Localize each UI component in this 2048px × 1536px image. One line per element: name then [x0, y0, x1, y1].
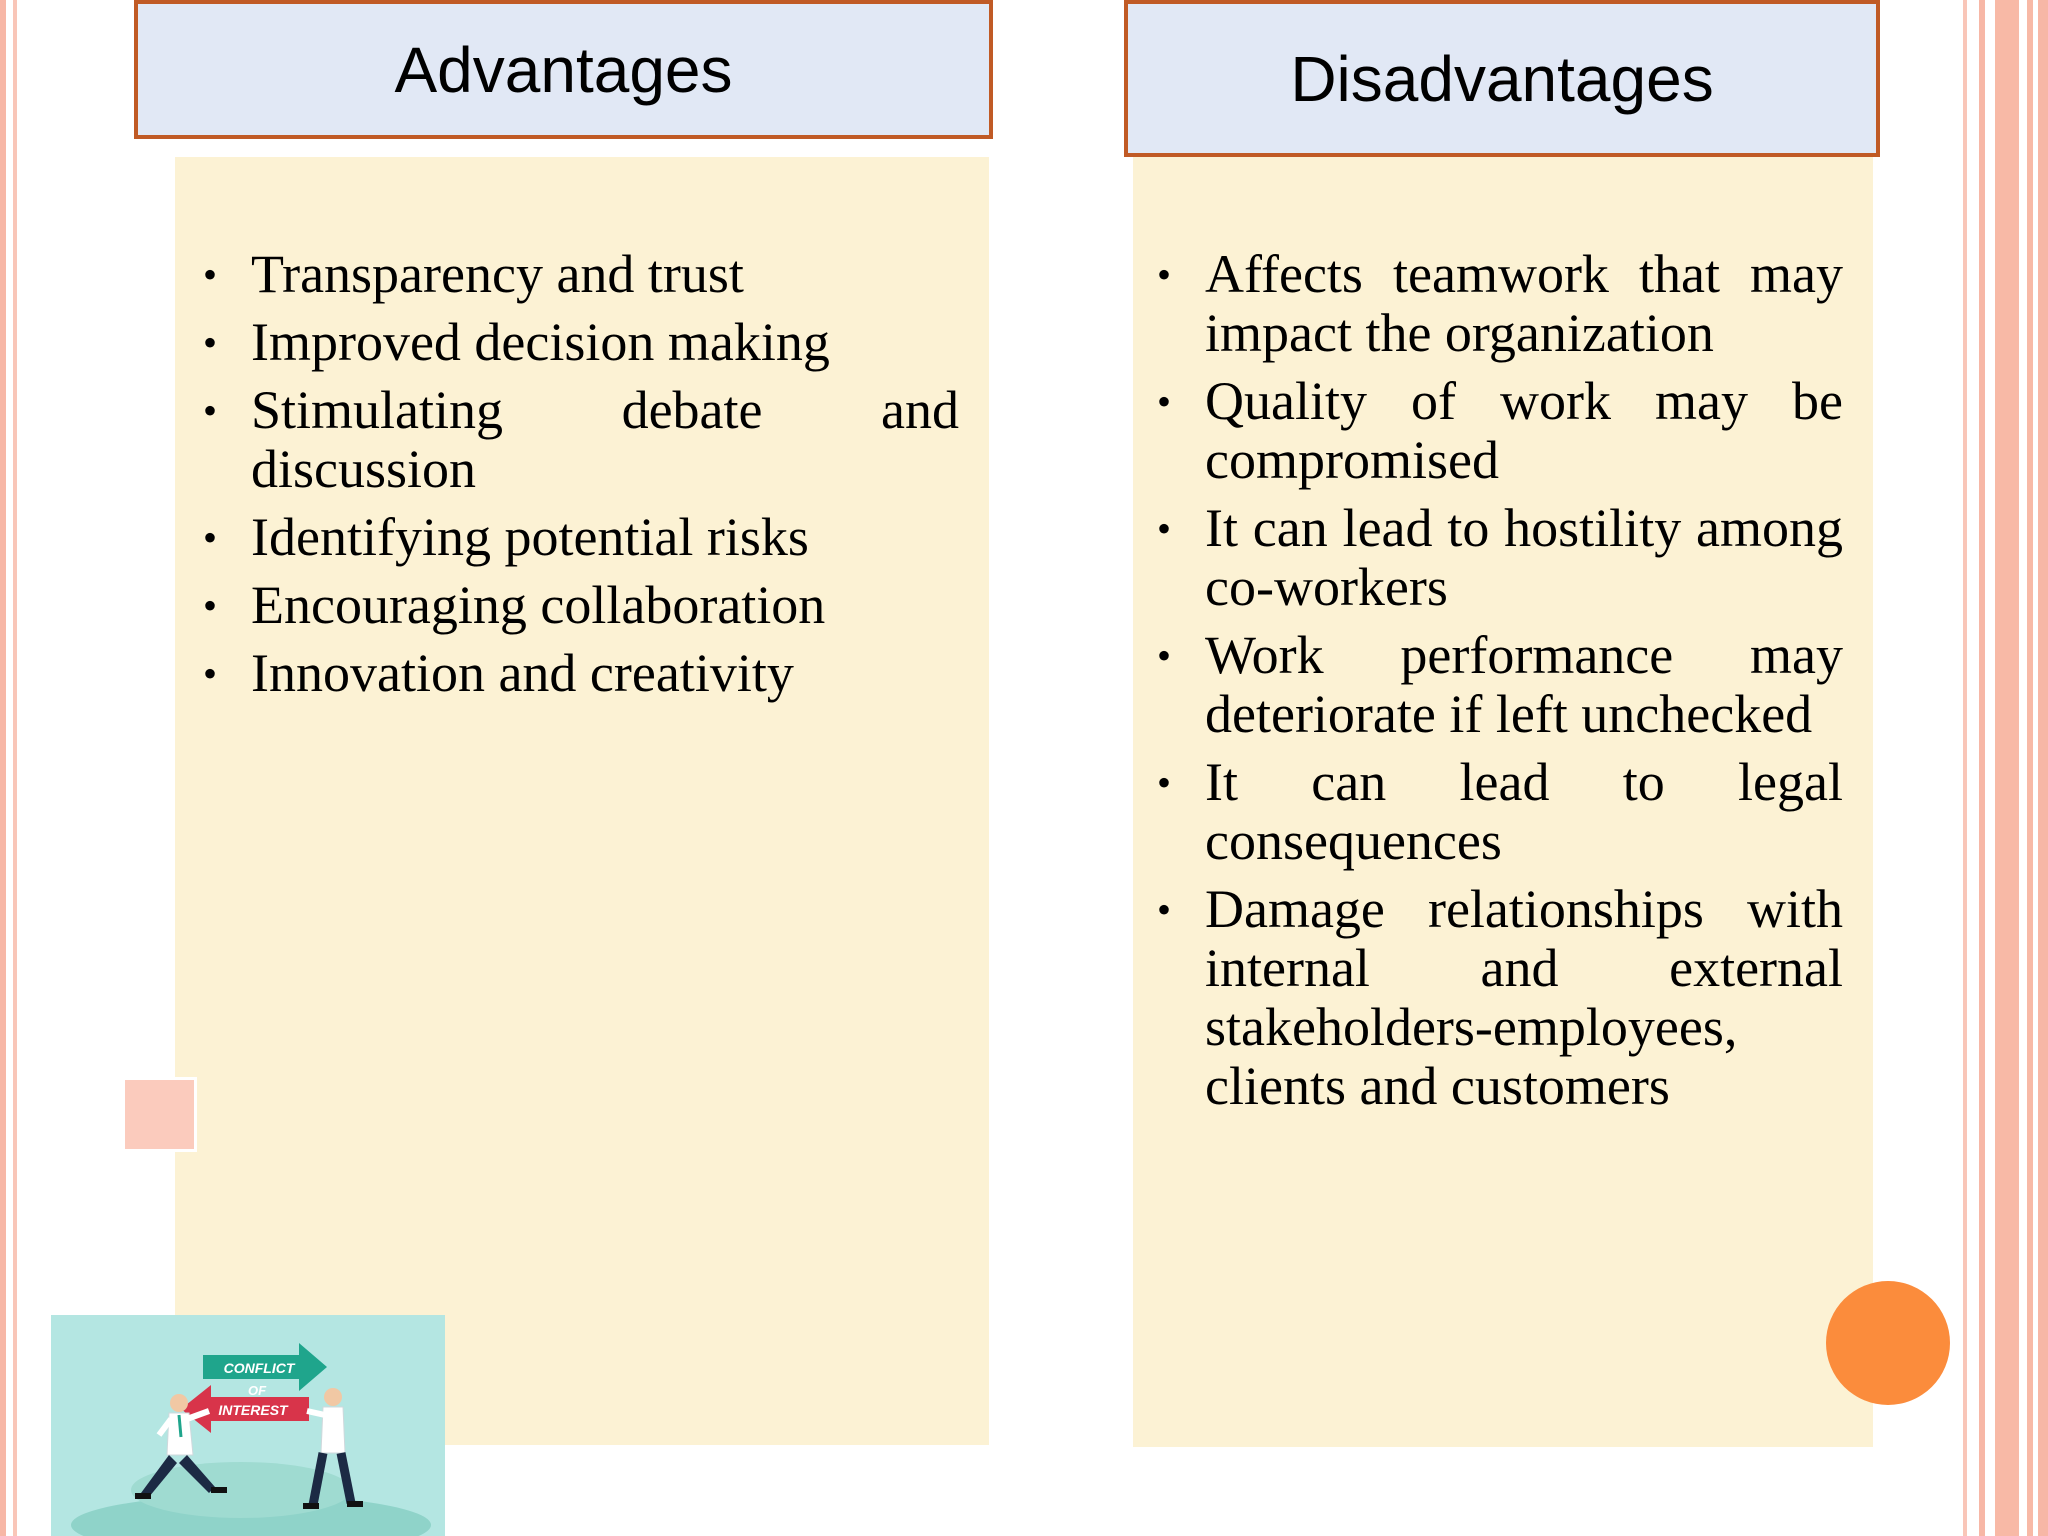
left-stripe-outer: [0, 0, 6, 1536]
bullet-icon: •: [203, 515, 218, 560]
sign-top-text: CONFLICT: [223, 1360, 295, 1376]
disadvantages-list: [1153, 245, 1843, 1116]
bullet-icon: •: [203, 388, 218, 433]
right-stripe-3: [1995, 0, 2019, 1536]
bullet-icon: •: [1157, 760, 1172, 805]
advantages-list: [199, 245, 959, 703]
decorative-circle: [1826, 1281, 1950, 1405]
bullet-icon: •: [1157, 252, 1172, 297]
disadvantages-title: Disadvantages: [1290, 42, 1714, 115]
bullet-icon: •: [1157, 506, 1172, 551]
disadvantages-header: [1124, 0, 1880, 157]
list-item: • It can lead to hostility among co-workers: [1157, 498, 1843, 617]
advantages-panel: [175, 157, 989, 1445]
conflict-of-interest-illustration: [51, 1315, 445, 1536]
right-stripe-5: [2038, 0, 2048, 1536]
bullet-icon: •: [203, 252, 218, 297]
advantages-title: Advantages: [394, 33, 733, 106]
left-stripe-inner: [13, 0, 17, 1536]
list-item: • Stimulating debate and discussion: [203, 380, 959, 499]
bullet-icon: •: [203, 651, 218, 696]
list-item: • Innovation and creativity: [203, 643, 794, 703]
advantages-header: [134, 0, 993, 139]
decorative-square: [122, 1077, 197, 1152]
list-item: • Work performance may deteriorate if left unchecked: [1157, 625, 1843, 744]
bullet-icon: •: [1157, 379, 1172, 424]
right-stripe-1: [1963, 0, 1967, 1536]
list-item: • It can lead to legal consequences: [1157, 752, 1843, 871]
list-item: • Affects teamwork that may impact the organization: [1157, 244, 1843, 363]
list-item: • Improved decision making: [203, 312, 830, 372]
bullet-icon: •: [1157, 633, 1172, 678]
illustration-svg: [51, 1315, 445, 1536]
list-item: • Damage relationships with internal and external stakeholders-employees, clients and customers: [1157, 879, 1843, 1116]
disadvantages-panel: [1133, 157, 1873, 1447]
list-item: • Quality of work may be compromised: [1157, 371, 1843, 490]
bullet-icon: •: [203, 583, 218, 628]
bullet-icon: •: [203, 320, 218, 365]
list-item: • Identifying potential risks: [203, 507, 809, 567]
sign-bottom-text: INTEREST: [218, 1402, 288, 1418]
list-item: • Transparency and trust: [203, 244, 744, 304]
right-stripe-4: [2027, 0, 2033, 1536]
sign-mid-text: OF: [247, 1383, 267, 1398]
right-stripe-2: [1979, 0, 1985, 1536]
bullet-icon: •: [1157, 887, 1172, 932]
list-item: • Encouraging collaboration: [203, 575, 826, 635]
